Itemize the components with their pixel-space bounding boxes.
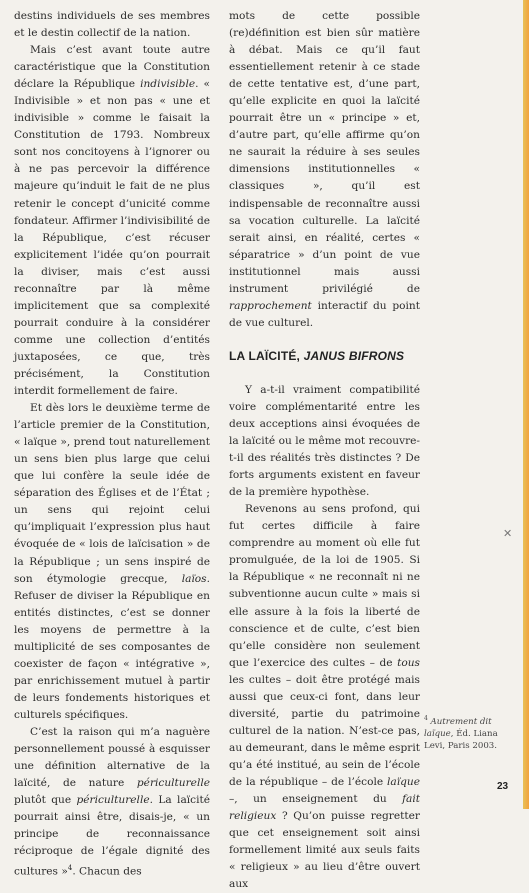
text-run: Mais c’est avant toute autre caractéristique que la Constitution déclare la République bbox=[14, 44, 210, 91]
text-run: plutôt que bbox=[14, 794, 77, 807]
text-run: interactif du point de vue culturel. bbox=[229, 299, 420, 329]
italic-term: rapprochement bbox=[229, 299, 312, 312]
paragraph bbox=[229, 501, 420, 893]
page-number: 23 bbox=[497, 781, 509, 792]
text-run: Revenons au sens profond, qui fut certes difficile à faire comprendre au moment où elle fut promulguée, de la loi de 1905. Si la République « ne reconnaît ni ne subventionne aucun culte » mais si elle assure à la fois la liberté de conscience et de culte, c’est bien qu’elle considère non seulement que l’exercice des cultes – de bbox=[229, 503, 420, 669]
text-run: ? Qu’on puisse regretter que cet enseignement soit ainsi formellement limité aux seuls faits « religieux » au lieu d’être ouvert aux bbox=[229, 810, 420, 891]
paragraph bbox=[14, 42, 210, 400]
italic-term: indivisible bbox=[140, 78, 196, 91]
text-run: . Chacun des bbox=[72, 865, 142, 878]
paragraph bbox=[14, 8, 210, 42]
italic-term: laïque bbox=[387, 775, 420, 788]
page-edge-color-band bbox=[523, 0, 529, 809]
italic-term: périculturelle bbox=[76, 794, 150, 807]
heading-italic: JANUS BIFRONS bbox=[303, 348, 405, 363]
italic-term: fait religieux bbox=[229, 793, 420, 823]
italic-term: tous bbox=[397, 656, 420, 669]
text-run: C’est la raison qui m’a naguère personnellement poussé à esquisser une définition alternative de la laïcité, de nature bbox=[14, 725, 210, 790]
italic-term: périculturelle bbox=[136, 777, 210, 790]
section-heading bbox=[229, 348, 420, 364]
right-column bbox=[229, 8, 420, 893]
text-run: les cultes – doit être protégé mais aussi que ceux-ci font, dans leur diversité, partie du patrimoine culturel de la nation. N’est-ce pas, au demeurant, dans le même esprit qu’a été institué, au sein de l’école de la république – de l’école bbox=[229, 673, 420, 788]
paragraph bbox=[14, 724, 210, 881]
text-run: destins individuels de ses membres et le destin collectif de la nation. bbox=[14, 10, 210, 40]
footnote-ref: 4 bbox=[67, 864, 73, 873]
text-run: . « Indivisible » et non pas « une et indivisible » comme le faisait la Constitution de 1793. Nombreux sont nos concitoyens à l’ignorer ou à ne pas percevoir la différence majeure qu’induit le fait de ne plus retenir le concept d’unicité comme fondateur. Affirmer l’indivisibilité de la République, c’est récuser explicitement l’idée qu’on pourrait la diviser, mais c’est aussi reconnaître par là même implicitement que sa complexité pourrait conduire à la considérer comme une collection d’entités juxtaposées, ce que, très précisément, la Constitution interdit formellement de faire. bbox=[14, 78, 211, 398]
footnote-title: Autrement dit laïque bbox=[424, 716, 492, 739]
text-run: –, un enseignement du bbox=[229, 793, 403, 806]
footnote bbox=[424, 713, 516, 752]
paragraph bbox=[229, 8, 420, 332]
text-run: mots de cette possible (re)définition est bien sûr matière à débat. Mais ce qu’il faut essentiellement retenir à ce stade de cette tentative est, d’une part, qu’elle explicite en quoi la laïcité pourrait être un « principe » et, d’autre part, qu’elle affirme qu’on ne saurait la réduire à ses seules dimensions institutionnelles « classiques », qu’il est indispensable de reconnaître aussi sa vocation culturelle. La laïcité serait ainsi, en réalité, certes « séparatrice » d’un point de vue institutionnel mais aussi instrument privilégié de bbox=[229, 10, 420, 295]
text-run: Et dès lors le deuxième terme de l’article premier de la Constitution, « laïque », prend tout naturellement un sens bien plus large que celui que lui confère la seule idée de séparation des Églises et de l’État ; un sens qui rejoint celui qu’impliquait l’expression plus haut évoquée de « lois de laïcisation » de la République ; un sens inspiré de son étymologie grecque, bbox=[14, 402, 210, 585]
paragraph bbox=[229, 382, 420, 501]
left-column bbox=[14, 8, 210, 881]
footnote-text: , Éd. Liana Levi, Paris 2003. bbox=[424, 728, 498, 751]
heading-text: LA LAÏCITÉ, bbox=[229, 348, 304, 363]
paragraph bbox=[14, 400, 210, 724]
italic-term: laïos bbox=[181, 572, 207, 585]
text-run: Y a-t-il vraiment compatibilité voire complémentarité entre les deux acceptions ainsi évoquées de la laïcité ou le même mot recouvre-t-il des réalités très distinctes ? De forts arguments existent en faveur de la première hypothèse. bbox=[229, 383, 420, 499]
footnote-number: 4 bbox=[424, 715, 428, 722]
scan-mark-icon: ✕ bbox=[503, 527, 513, 540]
text-run: . Refuser de diviser la République en entités distinctes, c’est se donner les moyens de permettre à la multiplicité de ses composantes de coexister de façon « intégrative », par enrichissement mutuel à partir de leurs fondements historiques et culturels spécifiques. bbox=[14, 572, 210, 721]
text-run: . La laïcité pourrait ainsi être, disais-je, « un principe de reconnaissance réciproque de l’égale dignité des cultures » bbox=[14, 794, 210, 878]
